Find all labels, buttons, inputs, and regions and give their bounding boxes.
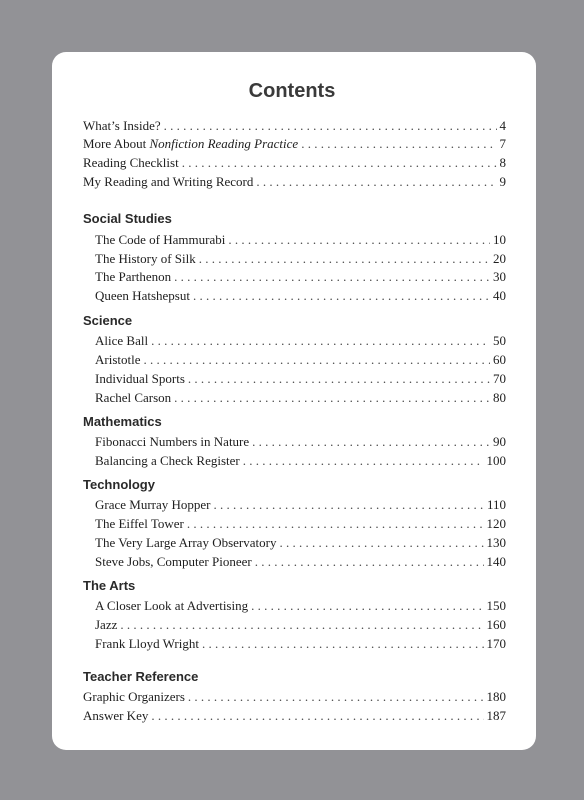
- dot-leader: [279, 534, 483, 552]
- toc-entry-page: 30: [493, 269, 506, 284]
- toc-entry: [95, 287, 506, 305]
- toc-entry-label: Individual Sports: [95, 371, 185, 386]
- toc-entry-label: Rachel Carson: [95, 390, 172, 405]
- dot-leader: [202, 635, 484, 653]
- dot-leader: [182, 154, 497, 172]
- toc-entry-page: 80: [493, 390, 506, 405]
- toc-entry: [95, 553, 506, 571]
- toc-entry-page: 70: [493, 371, 506, 386]
- toc-entry-label: Reading Checklist: [83, 155, 179, 170]
- section-heading-science: Science: [83, 313, 133, 328]
- dot-leader: [255, 553, 484, 571]
- dot-leader: [251, 597, 483, 615]
- toc-entry: [95, 389, 506, 407]
- toc-entry-label: Alice Ball: [95, 333, 149, 348]
- dot-leader: [214, 496, 484, 514]
- toc-entry-page: 160: [486, 617, 506, 632]
- toc-entry: [95, 635, 506, 653]
- dot-leader: [174, 268, 490, 286]
- toc-entry: [95, 597, 506, 615]
- dot-leader: [193, 287, 490, 305]
- toc-entry: [95, 231, 506, 249]
- toc-entry: [95, 496, 506, 514]
- toc-entry: [95, 250, 506, 268]
- toc-entry: [95, 452, 506, 470]
- section-heading-teacher-reference: Teacher Reference: [83, 669, 199, 684]
- toc-entry-more-about: [83, 135, 506, 153]
- toc-entry-label: Steve Jobs, Computer Pioneer: [95, 554, 252, 569]
- toc-entry-label: Frank Lloyd Wright: [95, 636, 199, 651]
- toc-entry-page: 9: [499, 174, 506, 189]
- toc-entry-reading-checklist: [83, 154, 506, 172]
- section-heading-social-studies: Social Studies: [83, 211, 172, 226]
- toc-entry: [95, 433, 506, 451]
- toc-entry-label: Jazz: [95, 617, 118, 632]
- toc-entry: [95, 351, 506, 369]
- toc-entry-page: 180: [486, 689, 506, 704]
- section-heading-technology: Technology: [83, 477, 155, 492]
- toc-entry-label: My Reading and Writing Record: [83, 174, 254, 189]
- dot-leader: [301, 135, 496, 153]
- toc-entry-label: Queen Hatshepsut: [95, 288, 190, 303]
- toc-entry-label: Balancing a Check Register: [95, 453, 240, 468]
- toc-entry: [95, 616, 506, 634]
- toc-entry-page: 40: [493, 288, 506, 303]
- toc-entry-page: 110: [486, 497, 506, 512]
- dot-leader: [199, 250, 490, 268]
- toc-entry-reading-record: [83, 173, 506, 191]
- toc-entry-page: 90: [493, 434, 506, 449]
- toc-entry-page: 170: [486, 636, 506, 651]
- toc-entry-label: The Very Large Array Observatory: [95, 535, 277, 550]
- toc-entry-page: 7: [499, 136, 506, 151]
- toc-entry-label: Grace Murray Hopper: [95, 497, 211, 512]
- page-title: Contents: [248, 80, 336, 102]
- dot-leader: [243, 452, 484, 470]
- dot-leader: [188, 370, 490, 388]
- toc-entry-page: 140: [486, 554, 506, 569]
- toc-entry: [83, 688, 506, 706]
- section-heading-mathematics: Mathematics: [83, 414, 162, 429]
- dot-leader: [151, 332, 490, 350]
- toc-entry-label: The Parthenon: [95, 269, 172, 284]
- toc-entry-label: Fibonacci Numbers in Nature: [95, 434, 250, 449]
- toc-entry-label: The Eiffel Tower: [95, 516, 184, 531]
- toc-entry: [95, 515, 506, 533]
- toc-entry-label: The Code of Hammurabi: [95, 232, 226, 247]
- dot-leader: [164, 117, 497, 135]
- dot-leader: [228, 231, 490, 249]
- toc-entry: [95, 332, 506, 350]
- toc-entry-label: The History of Silk: [95, 251, 196, 266]
- dot-leader: [120, 616, 483, 634]
- toc-entry: [95, 370, 506, 388]
- toc-entry-label: Graphic Organizers: [83, 689, 185, 704]
- toc-entry-page: 130: [486, 535, 506, 550]
- dot-leader: [188, 688, 484, 706]
- dot-leader: [144, 351, 491, 369]
- toc-entry-page: 120: [486, 516, 506, 531]
- toc-entry-page: 100: [486, 453, 506, 468]
- toc-entry-label: What’s Inside?: [83, 118, 161, 133]
- toc-entry-label-italic: Nonfiction Reading Practice: [149, 136, 299, 151]
- dot-leader: [174, 389, 490, 407]
- dot-leader: [151, 707, 483, 725]
- toc-entry-page: 10: [493, 232, 506, 247]
- toc-entry-page: 50: [493, 333, 506, 348]
- section-heading-the-arts: The Arts: [83, 578, 136, 593]
- dot-leader: [187, 515, 484, 533]
- toc-entry-label-prefix: More About: [83, 136, 150, 151]
- toc-entry-page: 20: [493, 251, 506, 266]
- toc-entry-page: 60: [493, 352, 506, 367]
- dot-leader: [252, 433, 490, 451]
- toc-entry-whats-inside: [83, 117, 506, 135]
- toc-entry-page: 187: [486, 708, 506, 723]
- toc-entry-label: Answer Key: [83, 708, 149, 723]
- toc-entry: [95, 534, 506, 552]
- toc-entry-label: A Closer Look at Advertising: [95, 598, 249, 613]
- toc-entry-page: 150: [486, 598, 506, 613]
- toc-entry-label: [83, 135, 298, 153]
- toc-entry: [95, 268, 506, 286]
- toc-entry-label: Aristotle: [95, 352, 141, 367]
- toc-entry-page: 8: [499, 155, 506, 170]
- dot-leader: [256, 173, 496, 191]
- toc-entry-page: 4: [499, 118, 506, 133]
- toc-entry: [83, 707, 506, 725]
